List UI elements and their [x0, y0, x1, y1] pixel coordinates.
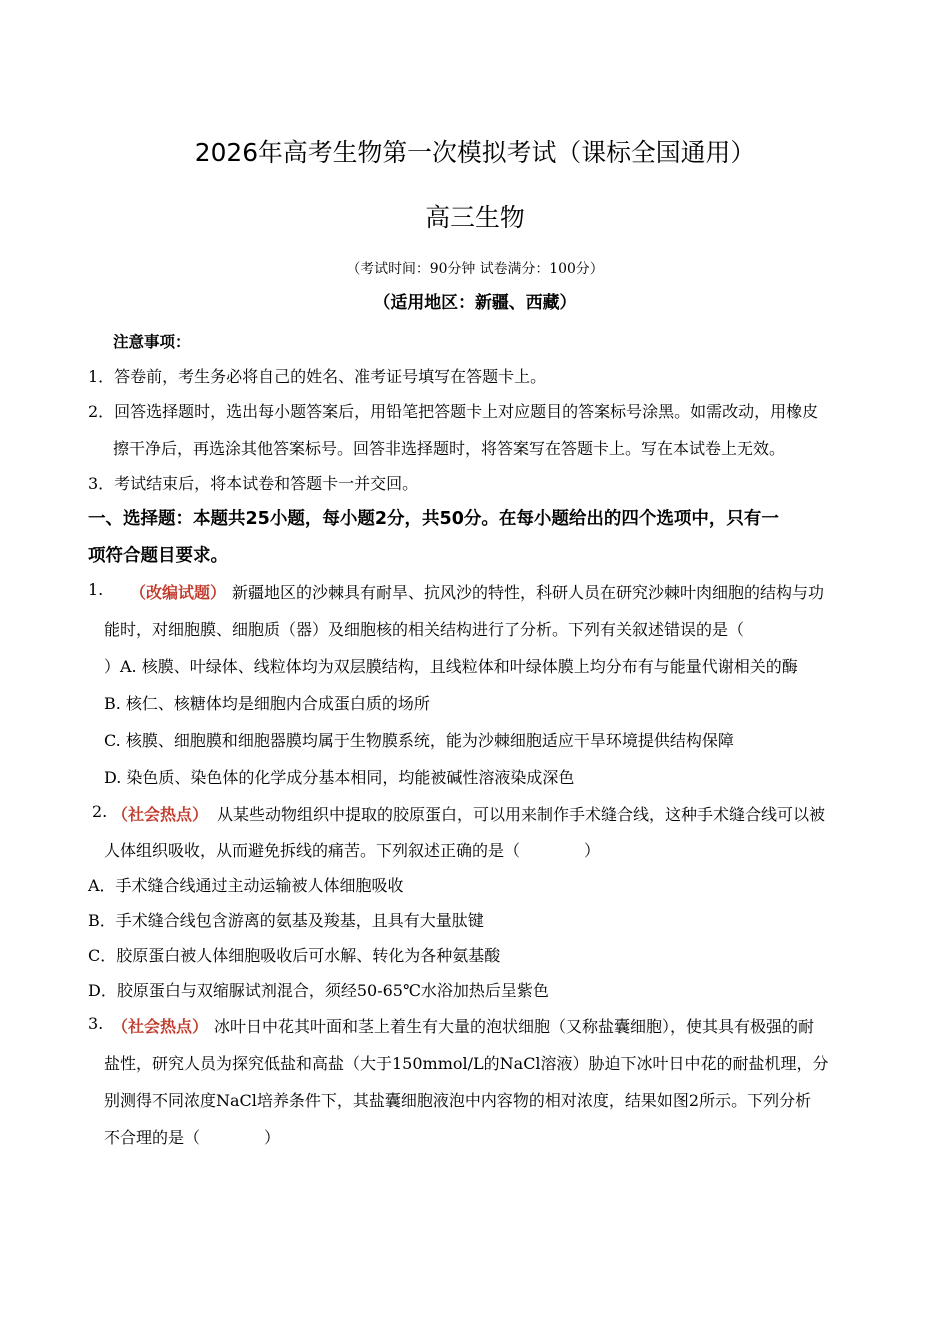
question-1-option-d: D. 染色质、染色体的化学成分基本相同，均能被碱性溶液染成深色	[104, 768, 575, 787]
question-3-tag: （社会热点）	[112, 1017, 209, 1036]
region-info: （适用地区：新疆、西藏）	[373, 292, 577, 312]
question-1-stem-line2: 能时，对细胞膜、细胞质（器）及细胞核的相关结构进行了分析。下列有关叙述错误的是（	[104, 620, 745, 639]
question-2-option-a: A．手术缝合线通过主动运输被人体细胞吸收	[88, 876, 404, 895]
notice-item-1: 1．答卷前，考生务必将自己的姓名、准考证号填写在答题卡上。	[88, 367, 547, 386]
page-title: 2026年高考生物第一次模拟考试（课标全国通用）	[194, 138, 756, 167]
notice-item-3: 3．考试结束后，将本试卷和答题卡一并交回。	[88, 474, 419, 493]
question-2-option-d: D．胶原蛋白与双缩脲试剂混合，须经50-65℃水浴加热后呈紫色	[88, 981, 549, 1000]
question-2-option-c: C．胶原蛋白被人体细胞吸收后可水解、转化为各种氨基酸	[88, 946, 501, 965]
question-3-stem-line1: 冰叶日中花其叶面和茎上着生有大量的泡状细胞（又称盐囊细胞），使其具有极强的耐	[214, 1017, 815, 1036]
question-1-option-c: C. 核膜、细胞膜和细胞器膜均属于生物膜系统，能为沙棘细胞适应干旱环境提供结构保障	[104, 731, 734, 750]
question-2-stem-line1: 从某些动物组织中提取的胶原蛋白，可以用来制作手术缝合线，这种手术缝合线可以被	[217, 805, 826, 824]
section-heading-line1: 一、选择题：本题共25小题，每小题2分，共50分。在每小题给出的四个选项中，只有一	[88, 509, 779, 529]
question-3-stem-line3: 别测得不同浓度NaCl培养条件下，其盐囊细胞液泡中内容物的相对浓度，结果如图2所示。下列分析	[104, 1091, 812, 1110]
question-2-tag: （社会热点）	[112, 805, 209, 824]
page-subtitle: 高三生物	[425, 203, 525, 232]
exam-info: （考试时间：90分钟 试卷满分：100分）	[346, 261, 604, 277]
question-1-tag: （改编试题）	[130, 583, 227, 602]
question-3-number: 3.	[88, 1014, 104, 1033]
section-heading-line2: 项符合题目要求。	[88, 546, 228, 566]
notice-item-2-cont: 擦干净后，再选涂其他答案标号。回答非选择题时，将答案写在答题卡上。写在本试卷上无效。	[113, 439, 786, 458]
question-2-number: 2.	[92, 802, 108, 821]
question-2-stem-line2: 人体组织吸收，从而避免拆线的痛苦。下列叙述正确的是（ ）	[104, 841, 601, 860]
question-3-stem-line2: 盐性，研究人员为探究低盐和高盐（大于150mmol/L的NaCl溶液）胁迫下冰叶日中花的耐盐机理，分	[104, 1054, 829, 1073]
notice-item-2: 2．回答选择题时，选出每小题答案后，用铅笔把答题卡上对应题目的答案标号涂黑。如需改动，用橡皮	[88, 402, 819, 421]
question-1-option-b: B. 核仁、核糖体均是细胞内合成蛋白质的场所	[104, 694, 430, 713]
question-1-stem-line1: 新疆地区的沙棘具有耐旱、抗风沙的特性，科研人员在研究沙棘叶肉细胞的结构与功	[232, 583, 825, 602]
question-1-option-a: ）A. 核膜、叶绿体、线粒体均为双层膜结构，且线粒体和叶绿体膜上均分布有与能量代谢相关的酶	[104, 657, 798, 676]
question-3-stem-line4: 不合理的是（ ）	[104, 1128, 281, 1147]
notice-heading: 注意事项：	[113, 333, 191, 351]
question-1-number: 1.	[88, 580, 104, 599]
question-2-option-b: B．手术缝合线包含游离的氨基及羧基，且具有大量肽键	[88, 911, 484, 930]
